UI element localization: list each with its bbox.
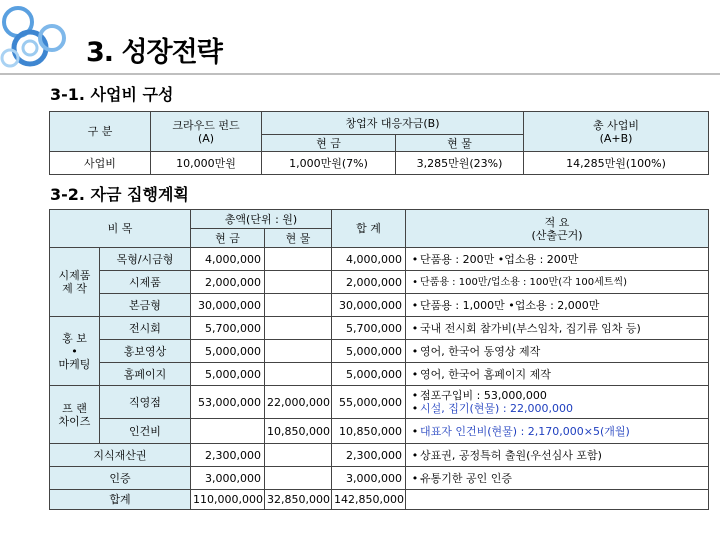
category-prototype: 시제품 제 작: [50, 248, 100, 317]
table-row: [50, 317, 709, 340]
row-item: 직영점: [100, 386, 191, 419]
row-label: 사업비: [50, 152, 151, 175]
row-cash: 5,000,000: [191, 340, 265, 363]
row-item: 지식재산권: [50, 444, 191, 467]
header-crowd: 크라우드 펀드 (A): [151, 112, 262, 152]
total-cash: 110,000,000: [191, 490, 265, 510]
cell-cash: 1,000만원(7%): [262, 152, 396, 175]
row-note: • 유통기한 공인 인증: [406, 467, 709, 490]
row-kind: [265, 248, 332, 271]
row-cash: 4,000,000: [191, 248, 265, 271]
header-founder: 창업자 대응자금(B): [262, 112, 524, 135]
cell-total: 14,285만원(100%): [524, 152, 709, 175]
header-gubun: 구 분: [50, 112, 151, 152]
total-sum: 142,850,000: [332, 490, 406, 510]
row-sum: 2,000,000: [332, 271, 406, 294]
row-cash: 30,000,000: [191, 294, 265, 317]
table-row: [50, 363, 709, 386]
total-row: [50, 490, 709, 510]
row-note: • 상표권, 공정특허 출원(우선심사 포함): [406, 444, 709, 467]
row-kind: [265, 271, 332, 294]
table-row: [50, 386, 709, 419]
row-note: • 단품용 : 200만 •업소용 : 200만: [406, 248, 709, 271]
row-kind: [265, 340, 332, 363]
row-kind: [265, 363, 332, 386]
section-title-budget: 3-1. 사업비 구성: [50, 85, 174, 104]
total-note: [406, 490, 709, 510]
header-sum: 합 계: [332, 210, 406, 248]
table-row: [50, 248, 709, 271]
row-note: • 국내 전시회 참가비(부스임차, 집기류 임차 등): [406, 317, 709, 340]
row-note: • 영어, 한국어 홈페이지 제작: [406, 363, 709, 386]
decorative-rings-logo: [0, 0, 80, 80]
row-item: 홍보영상: [100, 340, 191, 363]
table-row: [50, 271, 709, 294]
row-cash: 53,000,000: [191, 386, 265, 419]
row-cash: 3,000,000: [191, 467, 265, 490]
row-item: 전시회: [100, 317, 191, 340]
header-cash: 현 금: [262, 135, 396, 152]
row-kind: [265, 294, 332, 317]
row-sum: 2,300,000: [332, 444, 406, 467]
page-title: 3. 성장전략: [86, 37, 222, 68]
row-note: • 영어, 한국어 동영상 제작: [406, 340, 709, 363]
row-cash: [191, 419, 265, 444]
row-item: 홈페이지: [100, 363, 191, 386]
row-cash: 5,700,000: [191, 317, 265, 340]
table-row: [50, 444, 709, 467]
cell-kind: 3,285만원(23%): [396, 152, 524, 175]
row-sum: 5,000,000: [332, 363, 406, 386]
header-total: 총 사업비 (A+B): [524, 112, 709, 152]
header-kind: 현 물: [265, 229, 332, 248]
row-kind: [265, 467, 332, 490]
row-sum: 4,000,000: [332, 248, 406, 271]
table-row: [50, 419, 709, 444]
total-label: 합계: [50, 490, 191, 510]
total-kind: 32,850,000: [265, 490, 332, 510]
row-sum: 55,000,000: [332, 386, 406, 419]
row-cash: 2,000,000: [191, 271, 265, 294]
section-title-plan: 3-2. 자금 집행계획: [50, 185, 189, 204]
row-note: • 단품용 : 100만/업소용 : 100만(각 100세트씩): [406, 271, 709, 294]
row-sum: 30,000,000: [332, 294, 406, 317]
plan-table: [49, 209, 709, 510]
row-cash: 5,000,000: [191, 363, 265, 386]
table-row: [50, 340, 709, 363]
row-kind: 10,850,000: [265, 419, 332, 444]
header-note: 적 요 (산출근거): [406, 210, 709, 248]
category-marketing: 홍 보 • 마케팅: [50, 317, 100, 386]
row-kind: [265, 317, 332, 340]
table-row: [50, 294, 709, 317]
row-item: 본금형: [100, 294, 191, 317]
row-item: 인건비: [100, 419, 191, 444]
row-item: 시제품: [100, 271, 191, 294]
row-note: • 점포구입비 : 53,000,000 • 시설, 집기(현물) : 22,000,000: [406, 386, 709, 419]
header-cash: 현 금: [191, 229, 265, 248]
row-note: • 단품용 : 1,000만 •업소용 : 2,000만: [406, 294, 709, 317]
row-sum: 5,700,000: [332, 317, 406, 340]
row-cash: 2,300,000: [191, 444, 265, 467]
header-item: 비 목: [50, 210, 191, 248]
row-item: 목형/시금형: [100, 248, 191, 271]
title-divider: [0, 73, 720, 75]
row-kind: 22,000,000: [265, 386, 332, 419]
row-item: 인증: [50, 467, 191, 490]
header-amount: 총액(단위 : 원): [191, 210, 332, 229]
category-franchise: 프 랜 차이즈: [50, 386, 100, 444]
row-sum: 5,000,000: [332, 340, 406, 363]
row-kind: [265, 444, 332, 467]
cell-crowd: 10,000만원: [151, 152, 262, 175]
header-kind: 현 물: [396, 135, 524, 152]
row-note: • 대표자 인건비(현물) : 2,170,000×5(개월): [406, 419, 709, 444]
table-row: [50, 467, 709, 490]
budget-table: [49, 111, 709, 175]
row-sum: 10,850,000: [332, 419, 406, 444]
row-sum: 3,000,000: [332, 467, 406, 490]
